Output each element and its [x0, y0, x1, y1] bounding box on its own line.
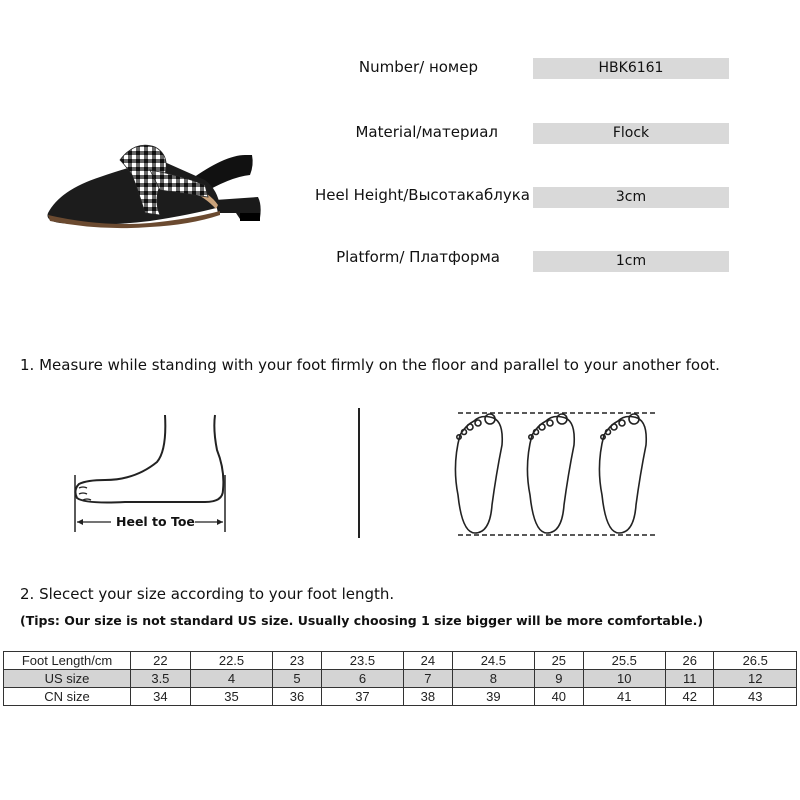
- divider: [358, 408, 360, 538]
- table-cell: 26: [666, 652, 714, 670]
- spec-label-material: Material/материал: [355, 123, 498, 141]
- table-cell: 9: [535, 670, 583, 688]
- table-cell: 10: [583, 670, 665, 688]
- table-row: [4, 670, 797, 688]
- table-cell: 6: [321, 670, 403, 688]
- table-cell: 22.5: [190, 652, 272, 670]
- table-cell: 4: [190, 670, 272, 688]
- spec-value-heel-height: 3cm: [533, 187, 729, 208]
- spec-label-heel-height: Heel Height/Высотакаблука: [314, 186, 530, 204]
- size-tips: (Tips: Our size is not standard US size. Usually choosing 1 size bigger will be more comfortable.): [20, 613, 704, 628]
- table-cell: 26.5: [714, 652, 797, 670]
- row-header: Foot Length/cm: [4, 652, 131, 670]
- table-cell: 7: [404, 670, 452, 688]
- table-cell: 36: [273, 688, 321, 706]
- shoe-image: [40, 135, 270, 235]
- table-cell: 37: [321, 688, 403, 706]
- spec-value-number: HBK6161: [533, 58, 729, 79]
- table-cell: 23.5: [321, 652, 403, 670]
- table-cell: 35: [190, 688, 272, 706]
- row-header: US size: [4, 670, 131, 688]
- table-cell: 40: [535, 688, 583, 706]
- spec-label-number: Number/ номер: [358, 58, 478, 76]
- spec-label-platform: Platform/ Платформа: [336, 248, 500, 266]
- table-cell: 34: [131, 688, 191, 706]
- table-cell: 24: [404, 652, 452, 670]
- table-cell: 5: [273, 670, 321, 688]
- spec-value-material: Flock: [533, 123, 729, 144]
- table-cell: 42: [666, 688, 714, 706]
- heel-to-toe-label: Heel to Toe: [116, 514, 195, 529]
- table-cell: 11: [666, 670, 714, 688]
- table-cell: 25: [535, 652, 583, 670]
- table-cell: 24.5: [452, 652, 534, 670]
- table-cell: 23: [273, 652, 321, 670]
- table-cell: 3.5: [131, 670, 191, 688]
- table-cell: 38: [404, 688, 452, 706]
- size-table: [3, 651, 797, 706]
- row-header: CN size: [4, 688, 131, 706]
- table-cell: 12: [714, 670, 797, 688]
- table-cell: 25.5: [583, 652, 665, 670]
- spec-value-platform: 1cm: [533, 251, 729, 272]
- table-cell: 39: [452, 688, 534, 706]
- table-cell: 8: [452, 670, 534, 688]
- table-cell: 41: [583, 688, 665, 706]
- table-row: [4, 652, 797, 670]
- foot-top-diagram: [440, 405, 670, 545]
- table-cell: 43: [714, 688, 797, 706]
- table-cell: 22: [131, 652, 191, 670]
- table-row: [4, 688, 797, 706]
- step1-heading: 1. Measure while standing with your foot firmly on the floor and parallel to your another foot.: [20, 356, 720, 374]
- step2-heading: 2. Slecect your size according to your foot length.: [20, 585, 395, 603]
